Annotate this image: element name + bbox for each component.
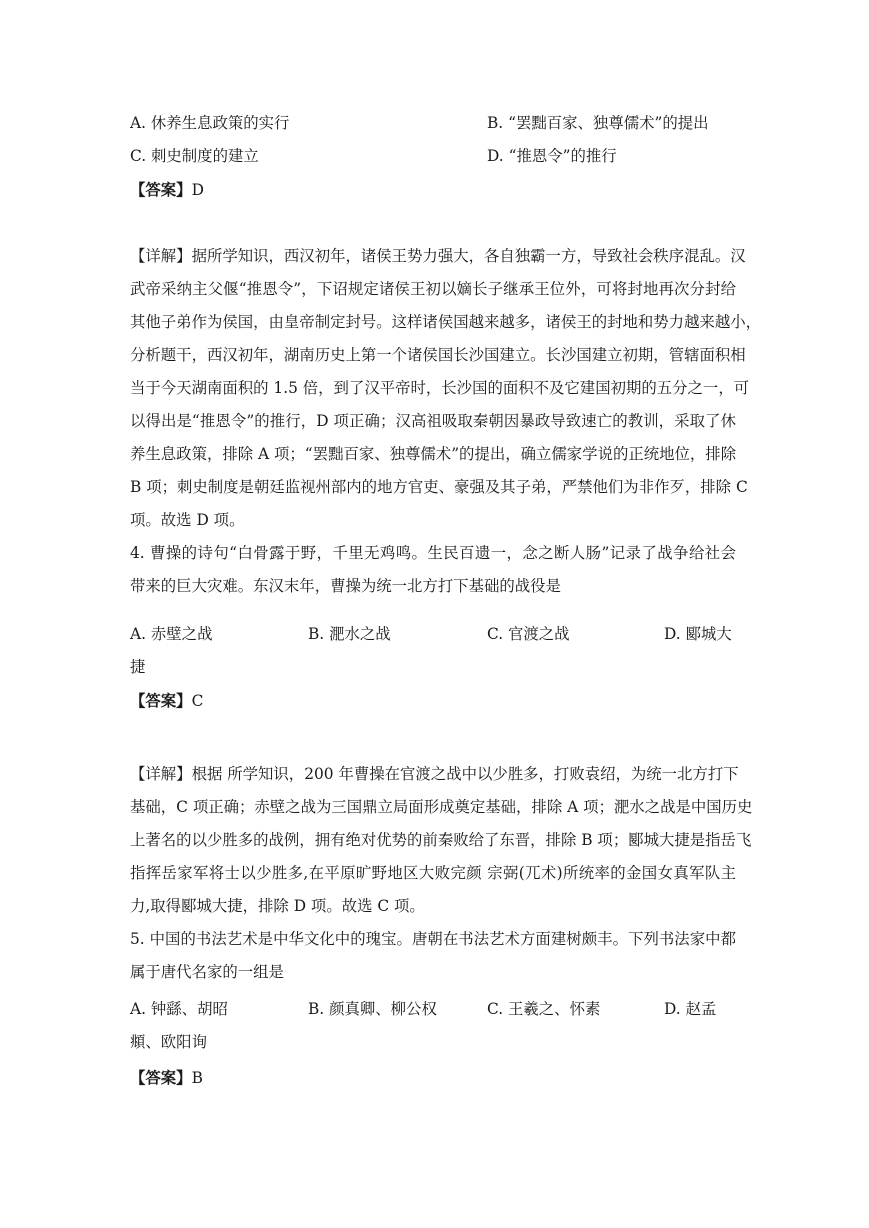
q3-detail-line: 项。故选 D 项。 [130,511,245,529]
q4-detail-line: 上著名的以少胜多的战例，拥有绝对优势的前秦败给了东晋，排除 B 项；郾城大捷是指岳飞 [130,831,752,849]
q4-option-c: C. 官渡之战 [487,625,570,643]
q4-option-b: B. 淝水之战 [308,625,391,643]
q4-stem-line: 带来的巨大灾难。东汉末年，曹操为统一北方打下基础的战役是 [130,577,561,595]
q3-detail-line: 武帝采纳主父偃“推恩令”，下诏规定诸侯王初以嫡长子继承王位外，可将封地再次分封给 [130,280,736,298]
q5-option-b: B. 颜真卿、柳公权 [308,1000,437,1018]
q5-option-c: C. 王羲之、怀素 [487,1000,601,1018]
q5-option-d: D. 赵孟 [664,1000,717,1018]
q3-detail-line: 养生息政策，排除 A 项；“罢黜百家、独尊儒术”的提出，确立儒家学说的正统地位，排除 [130,445,737,463]
q5-stem-line: 5. 中国的书法艺术是中华文化中的瑰宝。唐朝在书法艺术方面建树颇丰。下列书法家中都 [130,930,736,948]
q4-detail-line: 基础，C 项正确；赤壁之战为三国鼎立局面形成奠定基础，排除 A 项；淝水之战是中国历史 [130,798,753,816]
q4-stem-line: 4. 曹操的诗句“白骨露于野，千里无鸡鸣。生民百遗一，念之断人肠”记录了战争给社会 [130,544,736,562]
q3-detail-line: 分析题干，西汉初年，湖南历史上第一个诸侯国长沙国建立。长沙国建立初期，管辖面积相 [130,346,746,364]
q5-option-d-wrap: 頫、欧阳询 [130,1033,207,1051]
q4-detail-line: 指挥岳家军将士以少胜多,在平原旷野地区大败完颜 宗弼(兀术)所统率的金国女真军队主 [130,864,736,882]
answer-value: D [191,181,204,199]
q3-detail-line: B 项；刺史制度是朝廷监视州部内的地方官吏、豪强及其子弟，严禁他们为非作歹，排除 C [130,478,748,496]
q4-option-a: A. 赤壁之战 [130,625,213,643]
q4-answer [130,691,203,711]
q3-option-d: D. “推恩令”的推行 [487,147,617,165]
answer-value: C [191,692,204,710]
q5-answer [130,1068,203,1088]
answer-value: B [191,1069,203,1087]
q3-option-c: C. 刺史制度的建立 [130,147,259,165]
q3-option-b: B. “罢黜百家、独尊儒术”的提出 [487,114,709,132]
q3-detail-line: 当于今天湖南面积的 1.5 倍，到了汉平帝时，长沙国的面积不及它建国初期的五分之一，可 [130,379,750,397]
q4-detail-line: 力,取得郾城大捷，排除 D 项。故选 C 项。 [130,897,425,915]
q4-option-d: D. 郾城大 [664,625,732,643]
q3-answer [130,180,204,200]
q4-detail-line: 【详解】根据 所学知识，200 年曹操在官渡之战中以少胜多，打败袁绍，为统一北方打下 [130,765,739,783]
q3-detail-line: 以得出是“推恩令”的推行，D 项正确；汉高祖吸取秦朝因暴政导致速亡的教训，采取了休 [130,412,736,430]
q3-detail-line: 【详解】据所学知识，西汉初年，诸侯王势力强大，各自独霸一方，导致社会秩序混乱。汉 [130,247,746,265]
q5-option-a: A. 钟繇、胡昭 [130,1000,228,1018]
q3-option-a: A. 休养生息政策的实行 [130,114,290,132]
answer-tag: 【答案】 [130,692,192,710]
q4-option-d-wrap: 捷 [130,658,146,676]
answer-tag: 【答案】 [130,181,192,199]
q3-detail-line: 其他子弟作为侯国，由皇帝制定封号。这样诸侯国越来越多，诸侯王的封地和势力越来越小， [130,313,762,331]
q5-stem-line: 属于唐代名家的一组是 [130,963,284,981]
answer-tag: 【答案】 [130,1069,192,1087]
